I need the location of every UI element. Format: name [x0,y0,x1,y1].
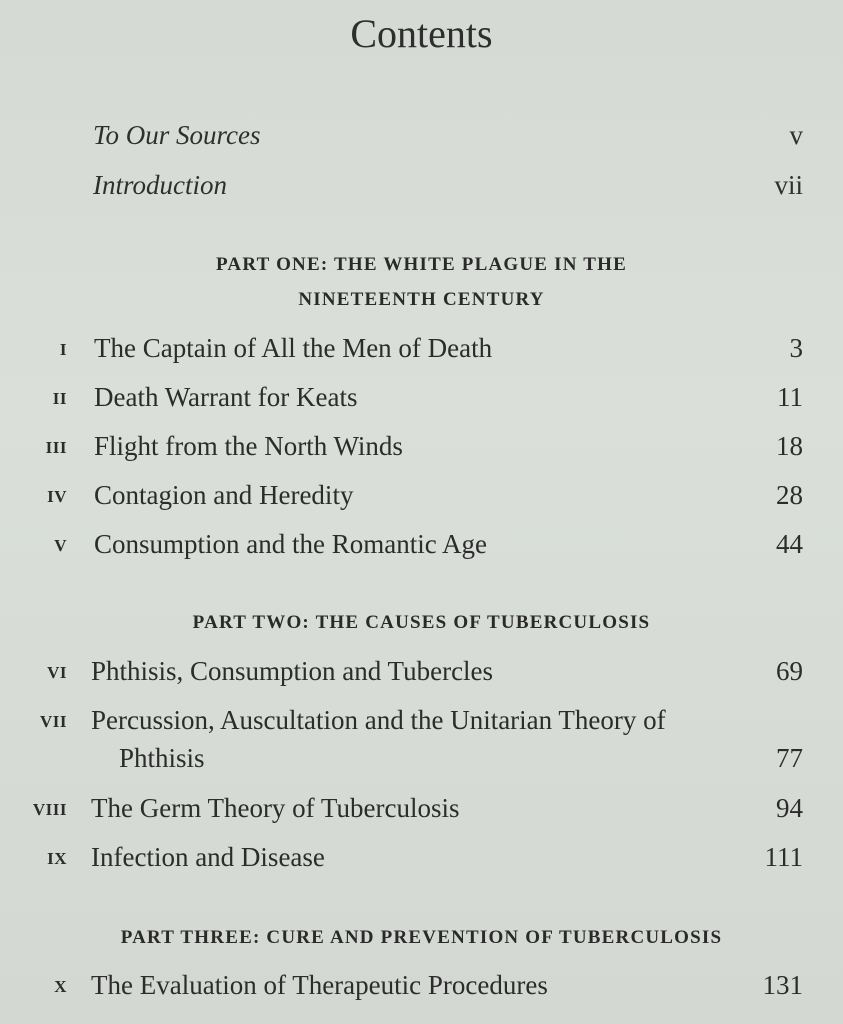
page-title: Contents [350,11,493,56]
entry-page: vii [774,170,803,200]
chapter-page: 3 [789,333,803,363]
entry-page: v [789,120,803,150]
chapter-numeral: VI [47,663,67,682]
part-heading-three: PART THREE: CURE AND PREVENTION OF TUBERCULOSIS [120,927,723,948]
chapter-numeral: I [59,340,67,359]
toc-entry [0,331,843,371]
part-heading-two: PART TWO: THE CAUSES OF TUBERCULOSIS [192,612,651,633]
chapter-page: 69 [776,656,803,686]
toc-entry [0,840,843,880]
chapter-title: Consumption and the Romantic Age [94,529,487,559]
chapter-page: 94 [776,793,803,823]
entry-title: To Our Sources [93,120,261,150]
toc-entry [0,380,843,420]
chapter-title: The Germ Theory of Tuberculosis [91,793,460,823]
chapter-numeral: V [54,536,67,555]
part-heading-one: PART ONE: THE WHITE PLAGUE IN THE [216,254,627,275]
chapter-numeral: VII [39,712,67,731]
toc-entry [0,968,843,1008]
toc-entry [0,791,843,831]
chapter-title: Phthisis, Consumption and Tubercles [91,656,494,686]
chapter-title: The Evaluation of Therapeutic Procedures [91,970,548,1000]
chapter-page: 77 [776,743,803,773]
chapter-title: Death Warrant for Keats [94,382,358,412]
chapter-numeral: III [45,438,67,457]
chapter-numeral: VIII [32,800,67,819]
chapter-numeral: X [54,977,67,996]
toc-entry [0,429,843,469]
chapter-title: Flight from the North Winds [94,431,403,461]
chapter-title-continued: Phthisis [119,743,205,773]
part-heading-one-line2: NINETEENTH CENTURY [298,289,545,310]
chapter-page: 131 [762,970,803,1000]
chapter-page: 28 [776,480,803,510]
chapter-page: 18 [776,431,803,461]
chapter-title: Infection and Disease [91,842,325,872]
entry-title: Introduction [93,170,227,200]
chapter-page: 44 [776,529,803,559]
chapter-page: 11 [777,382,803,412]
chapter-title: Contagion and Heredity [94,480,354,510]
toc-entry [0,527,843,567]
chapter-title: Percussion, Auscultation and the Unitarian Theory of [91,705,666,735]
chapter-page: 111 [764,842,803,872]
toc-entry [0,654,843,694]
chapter-numeral: IV [47,487,67,506]
chapter-numeral: IX [47,849,67,868]
chapter-title: The Captain of All the Men of Death [94,333,493,363]
toc-entry [0,478,843,518]
toc-entry [0,703,843,783]
chapter-numeral: II [52,389,67,408]
